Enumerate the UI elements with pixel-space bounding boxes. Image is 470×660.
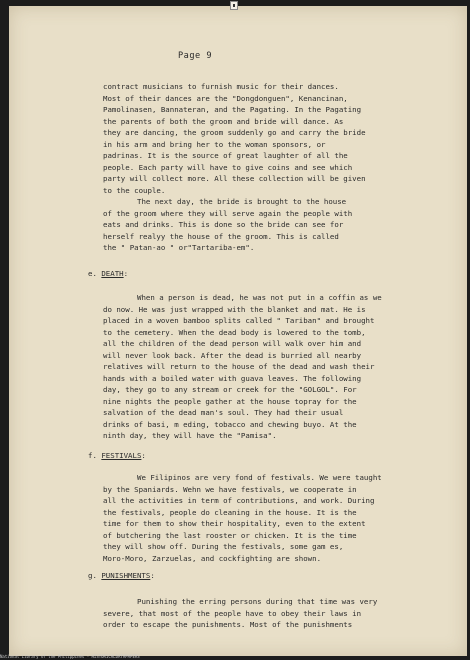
text-line: of butchering the last rooster or chicken. It is the time	[103, 530, 357, 540]
text-line: Most of their dances are the "Dongdonguen", Kenancinan,	[103, 93, 348, 103]
text-line: in his arm and bring her to the woman sponsors, or	[103, 139, 326, 149]
paragraph-dances	[103, 81, 366, 196]
text-line: will never look back. After the dead is burried all nearby	[103, 350, 362, 360]
text-line: the " Patan-ao " or"Tartariba-em".	[103, 243, 255, 252]
text-line: relatives will return to the house of the dead and wash their	[103, 362, 375, 371]
text-line: drinks of basi, m eding, tobacco and chewing buyo. At the	[103, 419, 357, 429]
text-line: time for them to show their hospitality, even to the extent	[103, 519, 366, 528]
page-number: Page 9	[178, 51, 213, 61]
archive-footer: National Library of the Philippines - HISTORICALDATAPAPERS	[0, 654, 140, 659]
text-line: ninth day, they will have the "Pamisa".	[103, 431, 277, 440]
paragraph-next-day	[103, 196, 352, 254]
section-heading-punishments: g. PUNISHMENTS:	[88, 571, 155, 580]
text-line: party will collect more. All these collection will be given	[103, 174, 366, 183]
text-line: all the children of the dead person will walk over him and	[103, 339, 362, 348]
text-line: they will show off. During the festivals, some gam es,	[103, 542, 344, 551]
text-line: We Filipinos are very fond of festivals. We were taught	[137, 473, 382, 482]
text-line: day, they go to any stream or creek for the "GOLGOL". For	[103, 385, 357, 394]
text-line: people. Each party will have to give coins and see which	[103, 162, 353, 172]
text-line: placed in a woven bamboo splits called " Tariban" and brought	[103, 316, 375, 325]
paragraph-festivals	[103, 472, 382, 564]
text-line: the festivals, people do cleaning in the house. It is the	[103, 507, 357, 517]
text-line: do now. He was just wrapped with the blanket and mat. He is	[103, 304, 366, 314]
paragraph-death	[103, 292, 382, 442]
text-line: salvation of the dead man's soul. They had their usual	[103, 408, 344, 417]
text-line: severe, that most of the people have to obey their laws in	[103, 608, 362, 618]
section-heading-death: e. DEATH:	[88, 269, 129, 278]
text-line: to the cemetery. When the dead body is lowered to the tomb,	[103, 327, 366, 337]
text-line: all the activities in term of contributions, and work. During	[103, 496, 375, 505]
paragraph-punishments	[103, 596, 377, 631]
section-heading-festivals: f. FESTIVALS:	[88, 451, 146, 460]
text-line: to the couple.	[103, 185, 166, 195]
text-line: Moro-Moro, Zarzuelas, and cockfighting are shown.	[103, 553, 322, 563]
text-line: When a person is dead, he was not put in a coffin as we	[137, 293, 382, 302]
text-line: hands with a boiled water with guava leaves. The following	[103, 373, 362, 383]
text-line: eats and drinks. This is done so the bride can see for	[103, 220, 344, 229]
text-line: Punishing the erring persons during that time was very	[137, 597, 378, 606]
page-marker-icon[interactable]	[230, 1, 238, 10]
text-line: by the Spaniards. Wehn we have festivals, we cooperate in	[103, 484, 357, 494]
text-line: contract musicians to furnish music for their dances.	[103, 82, 339, 91]
text-line: nine nights the people gather at the house topray for the	[103, 396, 357, 406]
text-line: padrinas. It is the source of great laughter of all the	[103, 151, 348, 160]
text-line: order to escape the punishments. Most of the punishments	[103, 620, 353, 629]
text-line: herself realyy the house of the groom. This is called	[103, 231, 339, 241]
text-line: Pamolinasen, Bannateran, and the Pagating. In the Pagating	[103, 105, 362, 114]
text-line: of the groom where they will serve again the people with	[103, 208, 353, 218]
text-line: The next day, the bride is brought to the house	[137, 197, 347, 206]
text-line: they are dancing, the groom suddenly go and carry the bride	[103, 128, 366, 137]
text-line: the parents of both the groom and bride will dance. As	[103, 116, 344, 126]
